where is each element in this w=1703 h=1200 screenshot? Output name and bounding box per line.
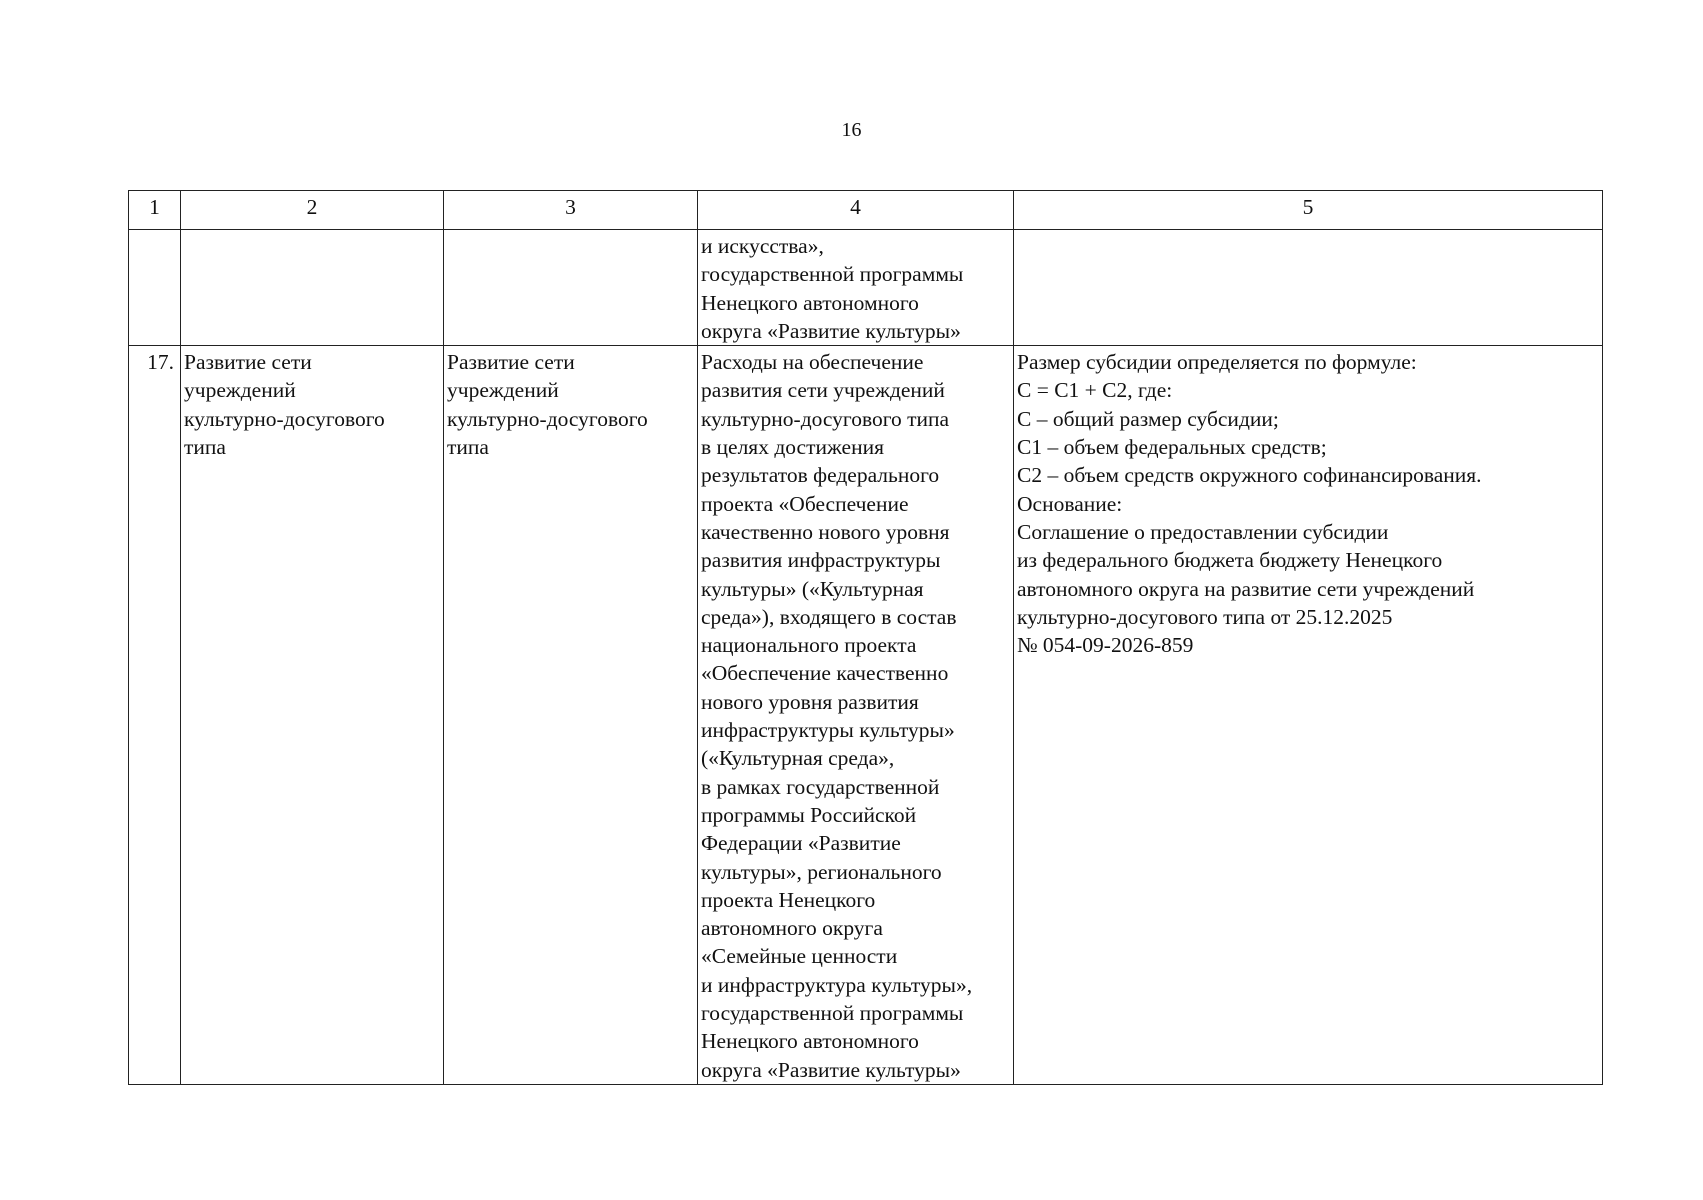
cell-text-line: Размер субсидии определяется по формуле:: [1017, 350, 1417, 375]
cell-col-4: [698, 230, 1014, 346]
cell-text-line: среда»), входящего в состав: [701, 604, 957, 629]
cell-text-line: в целях достижения: [701, 435, 885, 460]
cell-text-line: результатов федерального: [701, 463, 940, 488]
cell-text-line: («Культурная среда»,: [701, 746, 895, 771]
cell-col-2: [181, 346, 444, 1085]
header-col-5: 5: [1014, 191, 1603, 230]
cell-col-4: [698, 346, 1014, 1085]
cell-text-line: автономного округа: [701, 916, 883, 941]
cell-text-line: округа «Развитие культуры»: [701, 318, 961, 343]
cell-text-line: государственной программы: [701, 262, 964, 287]
cell-text-line: округа «Развитие культуры»: [701, 1057, 961, 1082]
cell-text-line: С – общий размер субсидии;: [1017, 406, 1279, 431]
cell-col-3: [444, 230, 698, 346]
cell-text-line: нового уровня развития: [701, 689, 919, 714]
cell-text-line: учреждений: [447, 378, 559, 403]
cell-text-line: культуры», регионального: [701, 859, 942, 884]
header-col-2: 2: [181, 191, 444, 230]
cell-col-2: [181, 230, 444, 346]
cell-col-5: [1014, 346, 1603, 1085]
cell-text-line: культурно-досугового: [184, 406, 385, 431]
cell-text-line: из федерального бюджета бюджету Ненецкого: [1017, 548, 1443, 573]
cell-text-line: развития сети учреждений: [701, 378, 945, 403]
table-row-17: [129, 346, 1603, 1085]
cell-text-line: программы Российской: [701, 802, 917, 827]
cell-text-line: культуры» («Культурная: [701, 576, 924, 601]
cell-number: [129, 230, 181, 346]
cell-col-3: [444, 346, 698, 1085]
cell-text-line: национального проекта: [701, 633, 917, 658]
cell-col-5: [1014, 230, 1603, 346]
table-row-continuation: [129, 230, 1603, 346]
cell-text-line: культурно-досугового: [447, 406, 648, 431]
cell-text-line: проекта «Обеспечение: [701, 491, 909, 516]
cell-text-line: культурно-досугового типа: [701, 406, 950, 431]
cell-text-line: проекта Ненецкого: [701, 887, 876, 912]
cell-text-line: развития инфраструктуры: [701, 548, 941, 573]
cell-text-line: типа: [447, 435, 489, 460]
subsidy-table: [128, 190, 1603, 1085]
cell-text-line: учреждений: [184, 378, 296, 403]
cell-text-line: С2 – объем средств окружного софинансирования.: [1017, 463, 1482, 488]
cell-text-line: «Семейные ценности: [701, 944, 898, 969]
cell-text-line: Ненецкого автономного: [701, 1029, 919, 1054]
table-header-row: [129, 191, 1603, 230]
header-col-3: 3: [444, 191, 698, 230]
cell-text-line: и искусства»,: [701, 234, 824, 258]
cell-text-line: Федерации «Развитие: [701, 831, 901, 856]
cell-text-line: автономного округа на развитие сети учреждений: [1017, 576, 1475, 601]
cell-text-line: Основание:: [1017, 491, 1123, 516]
page-number: 16: [841, 119, 862, 141]
header-col-1: 1: [129, 191, 181, 230]
cell-text-line: качественно нового уровня: [701, 519, 950, 544]
cell-text-line: С1 – объем федеральных средств;: [1017, 435, 1327, 460]
cell-text-line: Ненецкого автономного: [701, 290, 919, 315]
cell-text-line: и инфраструктура культуры»,: [701, 972, 973, 997]
cell-number: 17.: [129, 346, 181, 1085]
cell-text-line: культурно-досугового типа от 25.12.2025: [1017, 604, 1393, 629]
cell-text-line: «Обеспечение качественно: [701, 661, 949, 686]
header-col-4: 4: [698, 191, 1014, 230]
cell-text-line: Расходы на обеспечение: [701, 350, 924, 375]
cell-text-line: № 054-09-2026-859: [1017, 633, 1194, 658]
cell-text-line: государственной программы: [701, 1001, 964, 1026]
cell-text-line: С = С1 + С2, где:: [1017, 378, 1173, 403]
cell-text-line: в рамках государственной: [701, 774, 940, 799]
cell-text-line: Развитие сети: [447, 350, 575, 375]
cell-text-line: Соглашение о предоставлении субсидии: [1017, 519, 1389, 544]
cell-text-line: типа: [184, 435, 226, 460]
cell-text-line: Развитие сети: [184, 350, 312, 375]
cell-text-line: инфраструктуры культуры»: [701, 718, 955, 743]
